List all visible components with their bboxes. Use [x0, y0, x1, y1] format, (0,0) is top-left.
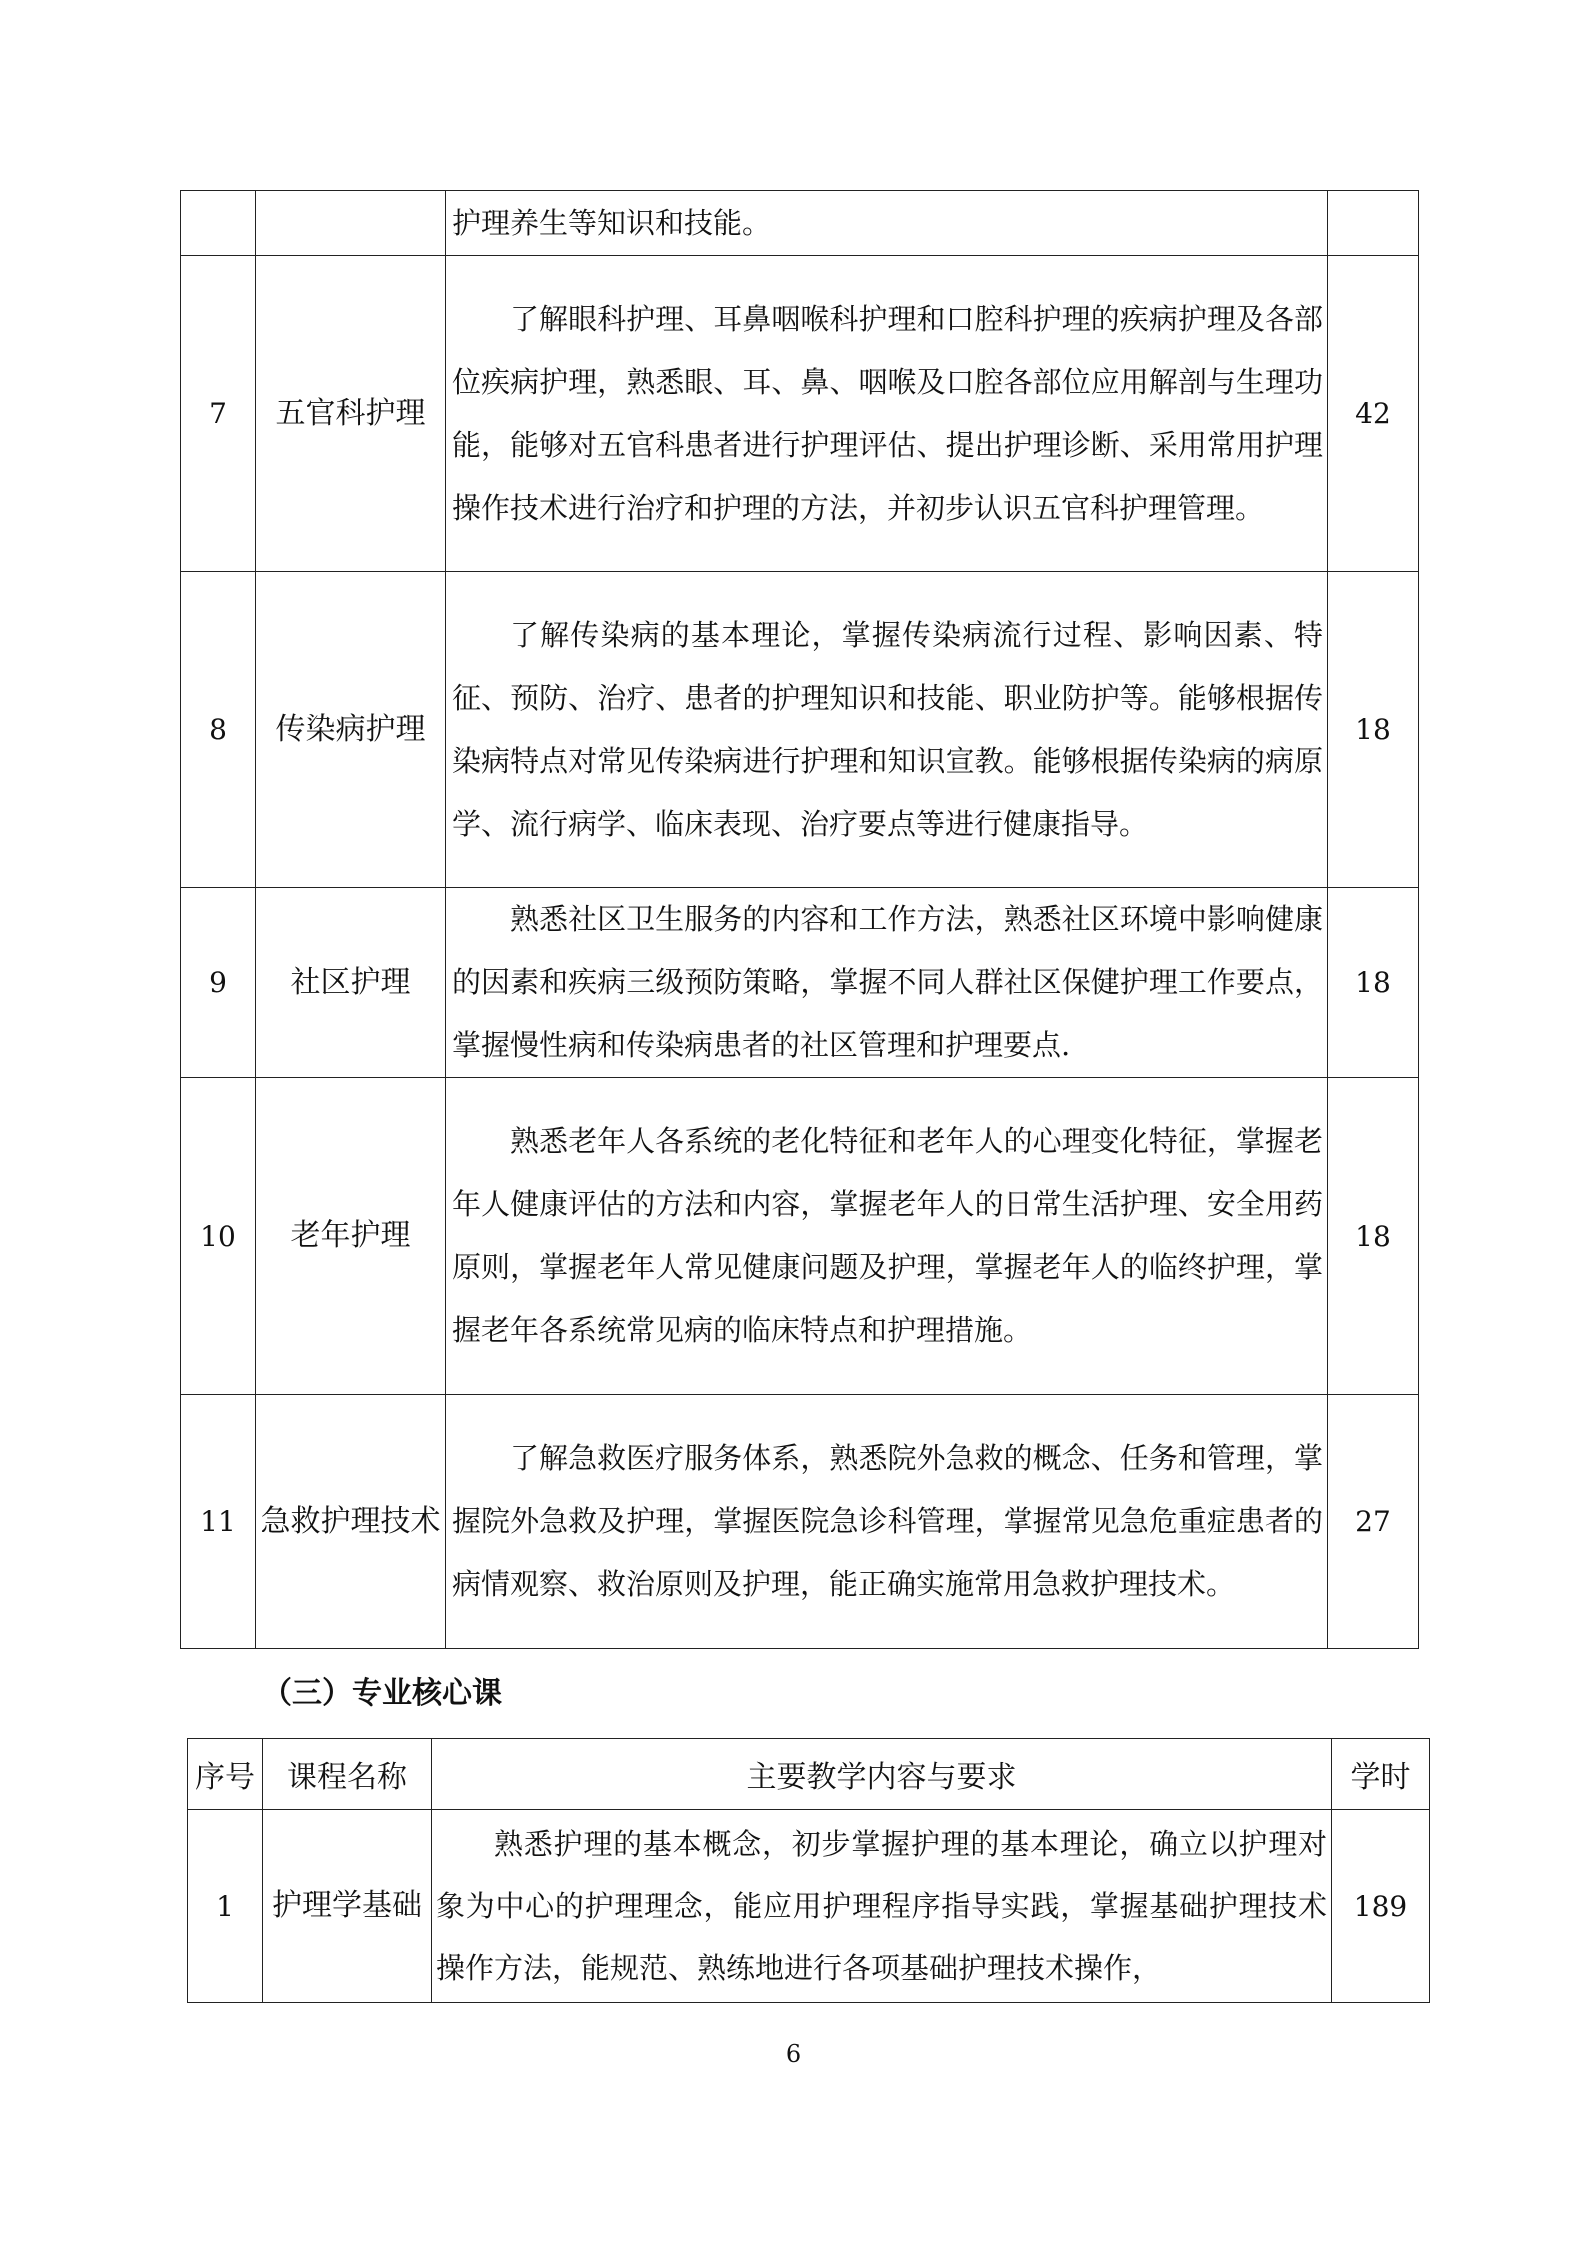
table-row: [181, 1078, 1419, 1395]
course-content: 护理养生等知识和技能。: [446, 191, 1328, 256]
course-name: 护理学基础: [263, 1810, 432, 2003]
course-content: 了解急救医疗服务体系，熟悉院外急救的概念、任务和管理，掌握院外急救及护理，掌握医院急诊科管理，掌握常见急危重症患者的病情观察、救治原则及护理，能正确实施常用急救护理技术。: [446, 1395, 1328, 1649]
course-number: 10: [181, 1078, 256, 1395]
course-content: 熟悉护理的基本概念，初步掌握护理的基本理论，确立以护理对象为中心的护理理念，能应用护理程序指导实践，掌握基础护理技术操作方法，能规范、熟练地进行各项基础护理技术操作，: [432, 1810, 1332, 2003]
table-row: [181, 888, 1419, 1078]
table-row: [181, 572, 1419, 888]
course-name: 五官科护理: [256, 256, 446, 572]
course-hours: 18: [1328, 888, 1419, 1078]
course-name: 传染病护理: [256, 572, 446, 888]
header-name: 课程名称: [263, 1739, 432, 1810]
table-header-row: [188, 1739, 1430, 1810]
course-hours: 27: [1328, 1395, 1419, 1649]
course-name: [256, 191, 446, 256]
course-number: 7: [181, 256, 256, 572]
course-content: 熟悉社区卫生服务的内容和工作方法，熟悉社区环境中影响健康的因素和疾病三级预防策略，掌握不同人群社区保健护理工作要点，掌握慢性病和传染病患者的社区管理和护理要点.: [446, 888, 1328, 1078]
table-row: [181, 1395, 1419, 1649]
core-course-table: [187, 1738, 1430, 2003]
course-number: 9: [181, 888, 256, 1078]
table-row: [181, 191, 1419, 256]
course-name: 急救护理技术: [256, 1395, 446, 1649]
page-number: 6: [785, 2040, 802, 2068]
course-number: 1: [188, 1810, 263, 2003]
course-table-continued: [180, 190, 1419, 1649]
course-hours: 189: [1332, 1810, 1430, 2003]
course-hours: 42: [1328, 256, 1419, 572]
header-num: 序号: [188, 1739, 263, 1810]
course-number: [181, 191, 256, 256]
course-number: 8: [181, 572, 256, 888]
table-row: [181, 256, 1419, 572]
header-content: 主要教学内容与要求: [432, 1739, 1332, 1810]
course-hours: 18: [1328, 572, 1419, 888]
section-heading: （三）专业核心课: [262, 1676, 502, 1711]
course-hours: 18: [1328, 1078, 1419, 1395]
course-number: 11: [181, 1395, 256, 1649]
table-row: [188, 1810, 1430, 2003]
course-hours: [1328, 191, 1419, 256]
course-name: 社区护理: [256, 888, 446, 1078]
course-name: 老年护理: [256, 1078, 446, 1395]
header-hours: 学时: [1332, 1739, 1430, 1810]
course-content: 了解传染病的基本理论，掌握传染病流行过程、影响因素、特征、预防、治疗、患者的护理知识和技能、职业防护等。能够根据传染病特点对常见传染病进行护理和知识宣教。能够根据传染病的病原学、流行病学、临床表现、治疗要点等进行健康指导。: [446, 572, 1328, 888]
course-content: 了解眼科护理、耳鼻咽喉科护理和口腔科护理的疾病护理及各部位疾病护理，熟悉眼、耳、鼻、咽喉及口腔各部位应用解剖与生理功能，能够对五官科患者进行护理评估、提出护理诊断、采用常用护理操作技术进行治疗和护理的方法，并初步认识五官科护理管理。: [446, 256, 1328, 572]
course-content: 熟悉老年人各系统的老化特征和老年人的心理变化特征，掌握老年人健康评估的方法和内容，掌握老年人的日常生活护理、安全用药原则，掌握老年人常见健康问题及护理，掌握老年人的临终护理，掌握老年各系统常见病的临床特点和护理措施。: [446, 1078, 1328, 1395]
